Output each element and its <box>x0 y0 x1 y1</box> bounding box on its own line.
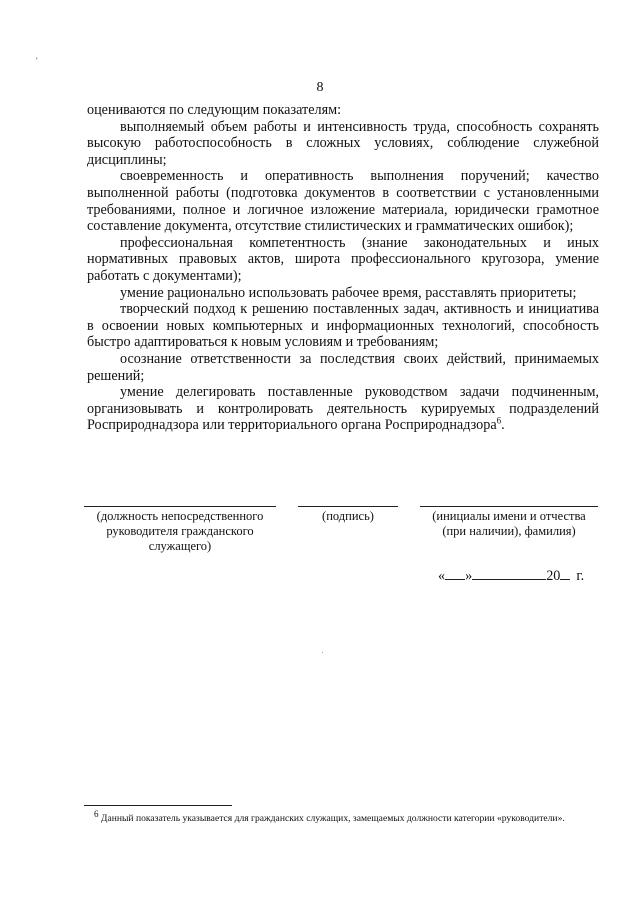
paragraph-delegation-text: умение делегировать поставленные руководством задачи подчиненным, организовывать и контролировать деятельность курируемых подразделений Росприроднадзора или территориального органа Росприроднадзора <box>87 384 599 434</box>
date-year-prefix: 20 <box>546 568 561 584</box>
date-field <box>438 567 584 585</box>
page-number: 8 <box>316 80 324 95</box>
paragraph-responsibility: осознание ответственности за последствия своих действий, принимаемых решений; <box>87 350 599 384</box>
name-caption-line2: (при наличии), фамилия) <box>442 524 576 538</box>
position-caption <box>80 509 280 554</box>
date-year-blank[interactable] <box>560 567 570 580</box>
footnote-text: Данный показатель указывается для гражданских служащих, замещаемых должности категории «руководители». <box>100 813 565 824</box>
position-caption-line3: служащего) <box>148 539 212 553</box>
signature-line <box>298 506 398 507</box>
paragraph-creativity: творческий подход к решению поставленных задач, активность и инициатива в освоении новых компьютерных и информационных технологий, способность быстро адаптироваться к новым условиям и требованиям; <box>87 301 599 351</box>
paragraph-competence: профессиональная компетентность (знание законодательных и иных нормативных правовых актов, широта профессионального кругозора, умение работать с документами); <box>87 234 599 284</box>
signature-caption-text: (подпись) <box>322 509 374 523</box>
name-signature-line <box>420 506 598 507</box>
paragraph-timeliness: своевременность и оперативность выполнения поручений; качество выполненной работы (подготовка документов в соответствии с установленными требованиями, полное и логичное изложение материала, юридически грамотное составление документа, отсутствие стилистических и грамматических ошибок); <box>87 168 599 235</box>
date-open-quote: « <box>438 568 446 584</box>
paragraph-delegation-tail: . <box>501 417 505 434</box>
footnote-reference: 6 <box>496 415 502 426</box>
name-caption-line1: (инициалы имени и отчества <box>432 509 586 523</box>
paragraph-intro: оцениваются по следующим показателям: <box>87 102 342 118</box>
paragraph-time-management: умение рационально использовать рабочее время, расставлять приоритеты; <box>120 284 577 301</box>
position-caption-line1: (должность непосредственного <box>96 509 264 523</box>
paragraph-workload: выполняемый объем работы и интенсивность труда, способность сохранять высокую работоспособность в сложных условиях, соблюдение служебной дисциплины; <box>87 118 599 168</box>
footnote <box>84 808 598 825</box>
document-body <box>87 102 599 434</box>
signature-caption <box>290 509 406 524</box>
name-caption <box>414 509 604 539</box>
paragraph-delegation <box>87 384 599 434</box>
date-year-suffix: г. <box>576 568 585 584</box>
date-close-quote: » <box>465 568 473 584</box>
scan-artifact: ' <box>36 56 38 66</box>
position-caption-line2: руководителя гражданского <box>106 524 254 538</box>
scan-speck <box>322 652 323 653</box>
footnote-marker: 6 <box>94 808 99 819</box>
date-day-blank[interactable] <box>445 567 465 580</box>
date-month-blank[interactable] <box>472 567 546 580</box>
footnote-separator <box>84 805 232 806</box>
position-signature-line <box>84 506 276 507</box>
